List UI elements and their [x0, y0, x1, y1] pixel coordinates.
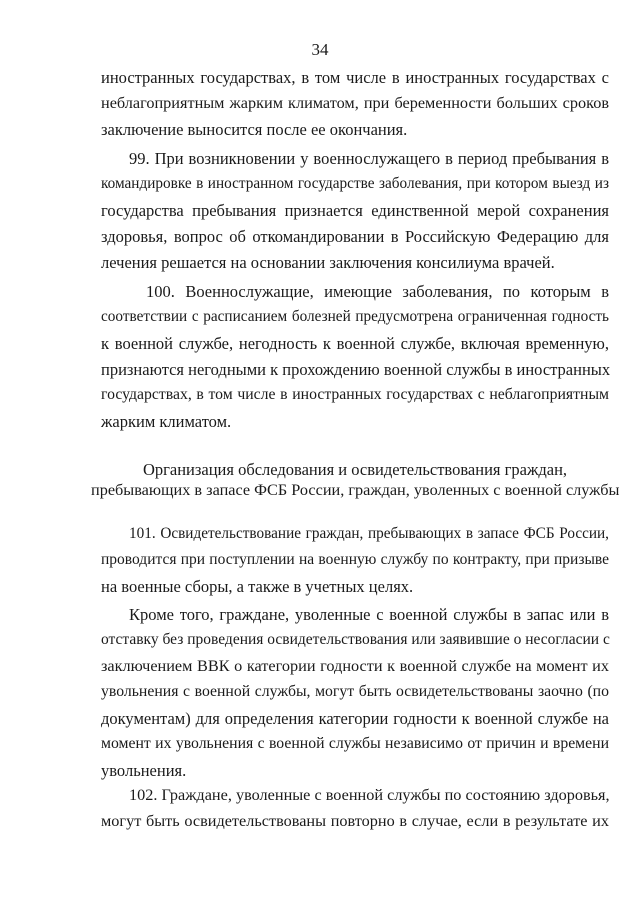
text-line: неблагоприятным жарким климатом, при беременности больших сроков — [101, 94, 609, 112]
text-line: 101. Освидетельствование граждан, пребывающих в запасе ФСБ России, — [129, 525, 609, 542]
text-line: командировке в иностранном государстве заболевания, при котором выезд из — [101, 175, 609, 192]
text-line: момент их увольнения с военной службы независимо от причин и времени — [101, 735, 609, 752]
text-line: проводится при поступлении на военную службу по контракту, при призыве — [101, 551, 609, 568]
text-line: отставку без проведения освидетельствования или заявившие о несогласии с — [101, 631, 610, 648]
text-line: 99. При возникновении у военнослужащего в период пребывания в — [129, 149, 609, 168]
text-line: государствах, в том числе в иностранных государствах с неблагоприятным — [101, 386, 609, 403]
text-line: могут быть освидетельствованы повторно в случае, если в результате их — [101, 812, 609, 830]
text-line: 102. Граждане, уволенные с военной службы по состоянию здоровья, — [129, 786, 610, 804]
text-line: на военные сборы, а также в учетных целях. — [101, 577, 414, 596]
heading-line: пребывающих в запасе ФСБ России, граждан, уволенных с военной службы — [91, 481, 620, 499]
page-number: 34 — [311, 40, 329, 59]
text-line: жарким климатом. — [101, 412, 232, 431]
heading-line: Организация обследования и освидетельствования граждан, — [142, 460, 568, 479]
text-line: иностранных государствах, в том числе в иностранных государствах с — [101, 68, 609, 87]
text-line: к военной службе, негодность к военной службе, включая временную, — [101, 334, 609, 353]
text-line: увольнения с военной службы, могут быть освидетельствованы заочно (по — [101, 683, 609, 700]
text-line: Кроме того, граждане, уволенные с военной службы в запас или в — [129, 605, 609, 624]
text-line: государства пребывания признается единственной мерой сохранения — [101, 201, 609, 220]
text-line: соответствии с расписанием болезней предусмотрена ограниченная годность — [101, 308, 609, 325]
text-line: здоровья, вопрос об откомандировании в Российскую Федерацию для — [101, 227, 609, 246]
text-line: лечения решается на основании заключения консилиума врачей. — [101, 253, 555, 272]
text-line: заключением ВВК о категории годности к военной службе на момент их — [101, 657, 609, 675]
text-line: 100. Военнослужащие, имеющие заболевания, по которым в — [146, 282, 609, 301]
text-line: увольнения. — [101, 761, 187, 780]
text-line: документам) для определения категории годности к военной службе на — [101, 709, 609, 728]
text-line: признаются негодными к прохождению военной службы в иностранных — [101, 360, 611, 379]
text-line: заключение выносится после ее окончания. — [101, 120, 408, 139]
